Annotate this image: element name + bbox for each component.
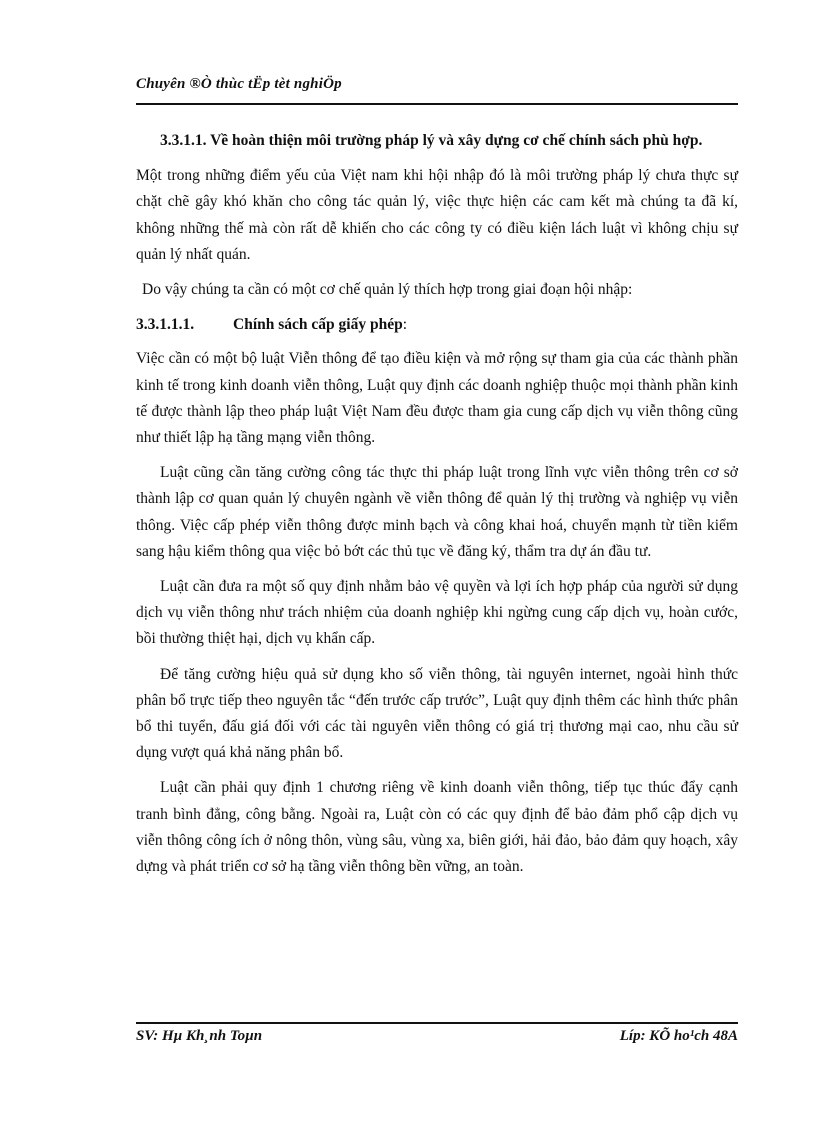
paragraph: Luật cần phải quy định 1 chương riêng về kinh doanh viễn thông, tiếp tục thúc đẩy cạnh tranh bình đẳng, công bằng. Ngoài ra, Luật còn có các quy định để bảo đảm phổ cập dịch vụ viễn thông công ích ở nông thôn, vùng sâu, vùng xa, biên giới, hải đảo, bảo đảm quy hoạch, xây dựng và phát triển cơ sở hạ tầng viễn thông bền vững, an toàn. (136, 779, 738, 876)
paragraph: Việc cần có một bộ luật Viễn thông để tạo điều kiện và mở rộng sự tham gia của các thành phần kinh tế trong kinh doanh viễn thông, Luật quy định các doanh nghiệp thuộc mọi thành phần kinh tế được thành lập theo pháp luật Việt Nam đều được tham gia cung cấp dịch vụ viễn thông cũng như thiết lập hạ tầng mạng viễn thông. (136, 350, 738, 447)
paragraph: Để tăng cường hiệu quả sử dụng kho số viễn thông, tài nguyên internet, ngoài hình thức phân bổ trực tiếp theo nguyên tắc “đến trước cấp trước”, Luật quy định thêm các hình thức phân bổ thi tuyển, đấu giá đối với các tài nguyên viễn thông có giá trị thương mại cao, nhu cầu sử dụng vượt quá khả năng phân bổ. (136, 665, 738, 762)
paragraph: Một trong những điểm yếu của Việt nam khi hội nhập đó là môi trường pháp lý chưa thực sự chặt chẽ gây khó khăn cho công tác quản lý, việc thực hiện các cam kết mà chúng ta đã kí, không những thế mà còn rất dễ khiến cho các công ty có điều kiện lách luật vì không chịu sự quản lý nhất quán. (136, 167, 738, 263)
subsection-colon: : (402, 316, 408, 334)
paragraph: Do vậy chúng ta cần có một cơ chế quản lý thích hợp trong giai đoạn hội nhập: (142, 281, 633, 299)
page-header-title: Chuyên ®Ò thùc tËp tèt nghiÖp (136, 76, 342, 92)
subsection-title: Chính sách cấp giấy phép (233, 316, 403, 334)
section-heading: 3.3.1.1. Về hoàn thiện môi trường pháp lý và xây dựng cơ chế chính sách phù hợp. (160, 132, 703, 149)
footer-student: SV: Hµ Kh¸nh Toµn (136, 1028, 263, 1044)
footer-divider (136, 1022, 738, 1024)
subsection-number: 3.3.1.1.1. (136, 316, 195, 334)
footer-class: Líp: KÕ ho¹ch 48A (619, 1028, 738, 1044)
paragraph: Luật cần đưa ra một số quy định nhằm bảo vệ quyền và lợi ích hợp pháp của người sử dụng dịch vụ viễn thông như trách nhiệm của doanh nghiệp khi ngừng cung cấp dịch vụ, hoàn cước, bồi thường thiệt hại, dịch vụ khẩn cấp. (136, 578, 738, 648)
subsection-heading (136, 312, 738, 338)
paragraph: Luật cũng cần tăng cường công tác thực thi pháp luật trong lĩnh vực viễn thông trên cơ sở thành lập cơ quan quản lý chuyên ngành về viễn thông để quản lý thị trường và nghiệp vụ viễn thông. Việc cấp phép viễn thông được minh bạch và công khai hoá, chuyển mạnh từ tiền kiểm sang hậu kiểm thông qua việc bỏ bớt các thủ tục về đăng ký, thẩm tra dự án đầu tư. (136, 464, 738, 560)
document-body (136, 128, 738, 889)
header-divider (136, 103, 738, 105)
